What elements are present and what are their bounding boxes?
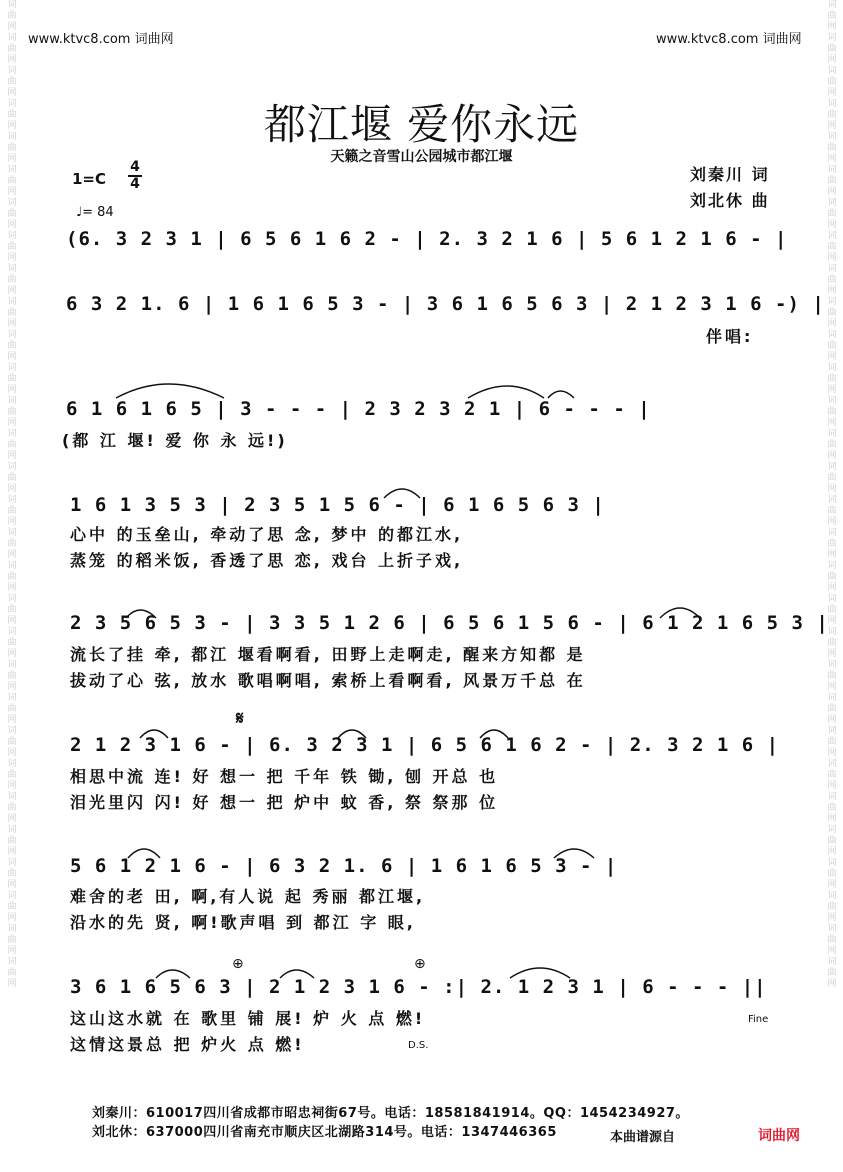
site-logo[interactable]: 词曲网	[758, 1128, 800, 1144]
lyric-row-8-line-1: 这山这水就 在 歌里 铺 展! 炉 火 点 燃!	[70, 1009, 426, 1028]
lyric-row-3: (都 江 堰! 爱 你 永 远!)	[62, 431, 288, 450]
time-signature-top: 4	[130, 159, 140, 175]
notation-row-7: 5 6 1 2 1 6 - | 6 3 2 1. 6 | 1 6 1 6 5 3 - |	[70, 855, 618, 877]
tempo-value: = 84	[82, 205, 114, 220]
fine-marking: Fine	[748, 1014, 769, 1025]
lyric-row-6-line-1: 相思中流 连! 好 想一 把 千年 铁 锄, 刨 开总 也	[70, 767, 499, 786]
lyric-row-5-line-1: 流长了挂 牵, 都江 堰看啊看, 田野上走啊走, 醒来方知都 是	[70, 645, 586, 664]
footer-contact-1: 刘秦川：610017四川省成都市昭忠祠街67号。电话：18581841914。QQ：1454234927。	[92, 1106, 689, 1121]
time-signature-bottom: 4	[130, 176, 140, 192]
notation-row-4: 1 6 1 3 5 3 | 2 3 5 1 5 6 - | 6 1 6 5 6 3 |	[70, 494, 605, 516]
notation-row-6: 2 1 2 3 1 6 - | 6. 3 2 3 1 | 6 5 6 1 6 2 - | 2. 3 2 1 6 |	[70, 734, 780, 756]
lyricist-credit: 刘秦川 词	[690, 165, 770, 184]
coda-icon-1: ⊕	[232, 956, 244, 972]
segno-icon: 𝄋	[236, 708, 244, 729]
lyric-row-7-line-2: 沿水的先 贤, 啊!歌声唱 到 都江 字 眼,	[70, 913, 416, 932]
lyric-row-7-line-1: 难舍的老 田, 啊,有人说 起 秀丽 都江堰,	[70, 887, 426, 906]
source-label: 本曲谱源自	[610, 1130, 676, 1145]
tempo-marking	[76, 205, 114, 220]
notation-row-3: 6 1 6 1 6 5 | 3 - - - | 2 3 2 3 2 1 | 6 - - - |	[66, 398, 651, 420]
notation-row-8: 3 6 1 6 5 6 3 | 2 1 2 3 1 6 - :| 2. 1 2 3 1 | 6 - - - ||	[70, 976, 767, 998]
watermark-right: 词曲网词曲网词曲网词曲网词曲网词曲网词曲网词曲网词曲网词曲网词曲网词曲网词曲网词曲网词曲网词曲网词曲网词曲网词曲网词曲网词曲网词曲网词曲网词曲网词曲网词曲网词曲网词曲网词曲网词曲网	[827, 0, 837, 989]
key-signature: 1=C	[72, 170, 107, 188]
lyric-row-4-line-2: 蒸笼 的稻米饭, 香透了思 恋, 戏台 上折子戏,	[70, 551, 464, 570]
song-title: 都江堰 爱你永远	[263, 100, 580, 149]
quarter-note-icon: ♩	[76, 205, 83, 220]
lyric-row-6-line-2: 泪光里闪 闪! 好 想一 把 炉中 蚊 香, 祭 祭那 位	[70, 793, 499, 812]
site-link-left[interactable]: www.ktvc8.com 词曲网	[28, 32, 174, 47]
lyric-row-5-line-2: 拔动了心 弦, 放水 歌唱啊唱, 索桥上看啊看, 风景万千总 在	[70, 671, 586, 690]
ds-marking: D.S.	[408, 1040, 429, 1051]
footer-contact-2: 刘北休：637000四川省南充市顺庆区北湖路314号。电话：1347446365	[92, 1125, 557, 1140]
backing-vocal-label: 伴唱:	[706, 327, 754, 346]
notation-row-5: 2 3 5 6 5 3 - | 3 3 5 1 2 6 | 6 5 6 1 5 6 - | 6 1 2 1 6 5 3 |	[70, 612, 829, 634]
lyric-row-8-line-2: 这情这景总 把 炉火 点 燃!	[70, 1035, 305, 1054]
lyric-row-4-line-1: 心中 的玉垒山, 牵动了思 念, 梦中 的都江水,	[70, 525, 464, 544]
notation-row-2: 6 3 2 1. 6 | 1 6 1 6 5 3 - | 3 6 1 6 5 6 3 | 2 1 2 3 1 6 -) |	[66, 293, 825, 315]
site-link-right[interactable]: www.ktvc8.com 词曲网	[656, 32, 802, 47]
notation-row-1: (6. 3 2 3 1 | 6 5 6 1 6 2 - | 2. 3 2 1 6 | 5 6 1 2 1 6 - |	[66, 228, 788, 250]
watermark-left: 词曲网词曲网词曲网词曲网词曲网词曲网词曲网词曲网词曲网词曲网词曲网词曲网词曲网词曲网词曲网词曲网词曲网词曲网词曲网词曲网词曲网词曲网词曲网词曲网词曲网词曲网词曲网词曲网词曲网词曲网	[7, 0, 17, 989]
coda-icon-2: ⊕	[414, 956, 426, 972]
song-subtitle: 天籁之音雪山公园城市都江堰	[330, 149, 513, 165]
composer-credit: 刘北休 曲	[690, 191, 770, 210]
